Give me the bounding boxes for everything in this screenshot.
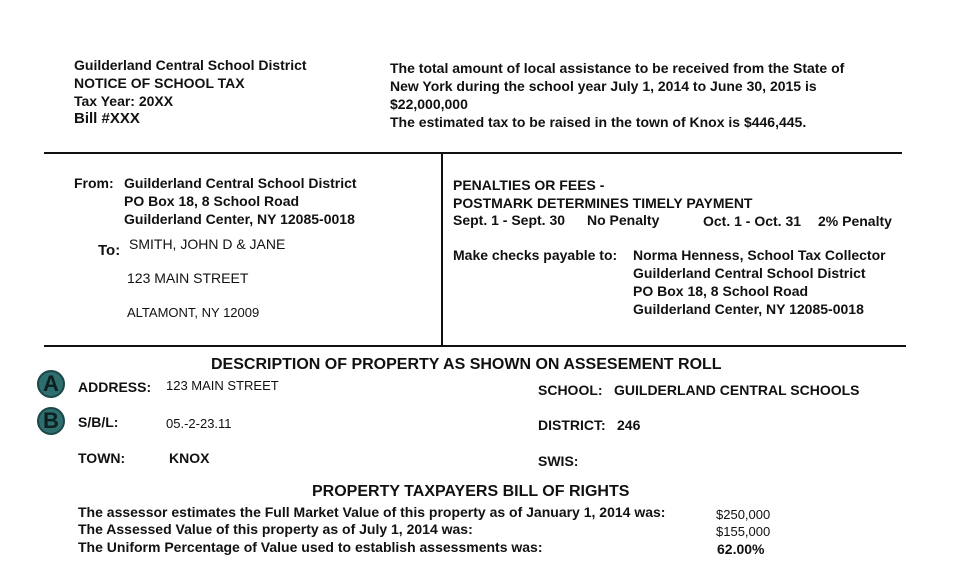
marker-b-icon: B (37, 407, 65, 435)
recipient-street: 123 MAIN STREET (127, 270, 249, 286)
sbl-label: S/B/L: (78, 414, 119, 430)
from-address (124, 174, 357, 228)
payable-line: Guilderland Center, NY 12085-0018 (633, 301, 864, 317)
state-aid-line: New York during the school year July 1, 2014 to June 30, 2015 is (390, 78, 817, 94)
postmark-note: POSTMARK DETERMINES TIMELY PAYMENT (453, 195, 753, 211)
bill-of-rights-title: PROPERTY TAXPAYERS BILL OF RIGHTS (312, 483, 630, 500)
state-aid-line: The total amount of local assistance to be received from the State of (390, 60, 845, 76)
address-value: 123 MAIN STREET (166, 378, 279, 393)
center-divider (441, 152, 443, 346)
marker-a-icon: A (37, 370, 65, 398)
state-aid-amount: $22,000,000 (390, 96, 468, 112)
from-label: From: (74, 175, 114, 191)
top-divider (44, 152, 902, 154)
to-label: To: (98, 242, 121, 259)
assessed-value: $155,000 (716, 524, 771, 539)
from-line: Guilderland Center, NY 12085-0018 (124, 211, 355, 227)
notice-title: NOTICE OF SCHOOL TAX (74, 75, 245, 91)
school-value: GUILDERLAND CENTRAL SCHOOLS (614, 382, 860, 398)
sbl-value: 05.-2-23.11 (166, 416, 232, 431)
payable-line: Guilderland Central School District (633, 265, 866, 281)
tax-year: Tax Year: 20XX (74, 93, 174, 109)
full-market-value-label: The assessor estimates the Full Market Value of this property as of January 1, 2014 was: (78, 504, 666, 520)
payable-address (633, 246, 886, 318)
uniform-percentage-value: 62.00% (717, 541, 765, 557)
payable-label: Make checks payable to: (453, 247, 618, 263)
payable-line: Norma Henness, School Tax Collector (633, 247, 886, 263)
recipient-name: SMITH, JOHN D & JANE (129, 236, 286, 252)
assessed-value-label: The Assessed Value of this property as of July 1, 2014 was: (78, 521, 473, 537)
penalties-block (453, 176, 752, 212)
district-label: DISTRICT: (538, 417, 606, 433)
full-market-value: $250,000 (716, 507, 771, 522)
penalty-amount-1: No Penalty (587, 212, 660, 228)
from-line: Guilderland Central School District (124, 175, 357, 191)
from-line: PO Box 18, 8 School Road (124, 193, 300, 209)
penalty-period-2: Oct. 1 - Oct. 31 (703, 213, 802, 229)
state-aid-notice (390, 59, 844, 131)
uniform-percentage-label: The Uniform Percentage of Value used to establish assessments was: (78, 539, 543, 555)
address-label: ADDRESS: (78, 379, 152, 395)
swis-label: SWIS: (538, 453, 579, 469)
bill-number: Bill #XXX (74, 110, 140, 127)
town-label: TOWN: (78, 450, 126, 466)
penalties-title: PENALTIES OR FEES - (453, 177, 605, 193)
town-value: KNOX (169, 450, 210, 466)
penalty-amount-2: 2% Penalty (818, 213, 892, 229)
district-name: Guilderland Central School District (74, 57, 307, 73)
district-value: 246 (617, 417, 641, 433)
recipient-city: ALTAMONT, NY 12009 (127, 305, 260, 320)
middle-divider (44, 345, 906, 347)
school-label: SCHOOL: (538, 382, 603, 398)
bill-header (74, 56, 307, 128)
penalty-period-1: Sept. 1 - Sept. 30 (453, 212, 566, 228)
description-title: DESCRIPTION OF PROPERTY AS SHOWN ON ASSESEMENT ROLL (211, 356, 722, 373)
estimated-tax-line: The estimated tax to be raised in the town of Knox is $446,445. (390, 114, 807, 130)
payable-line: PO Box 18, 8 School Road (633, 283, 809, 299)
